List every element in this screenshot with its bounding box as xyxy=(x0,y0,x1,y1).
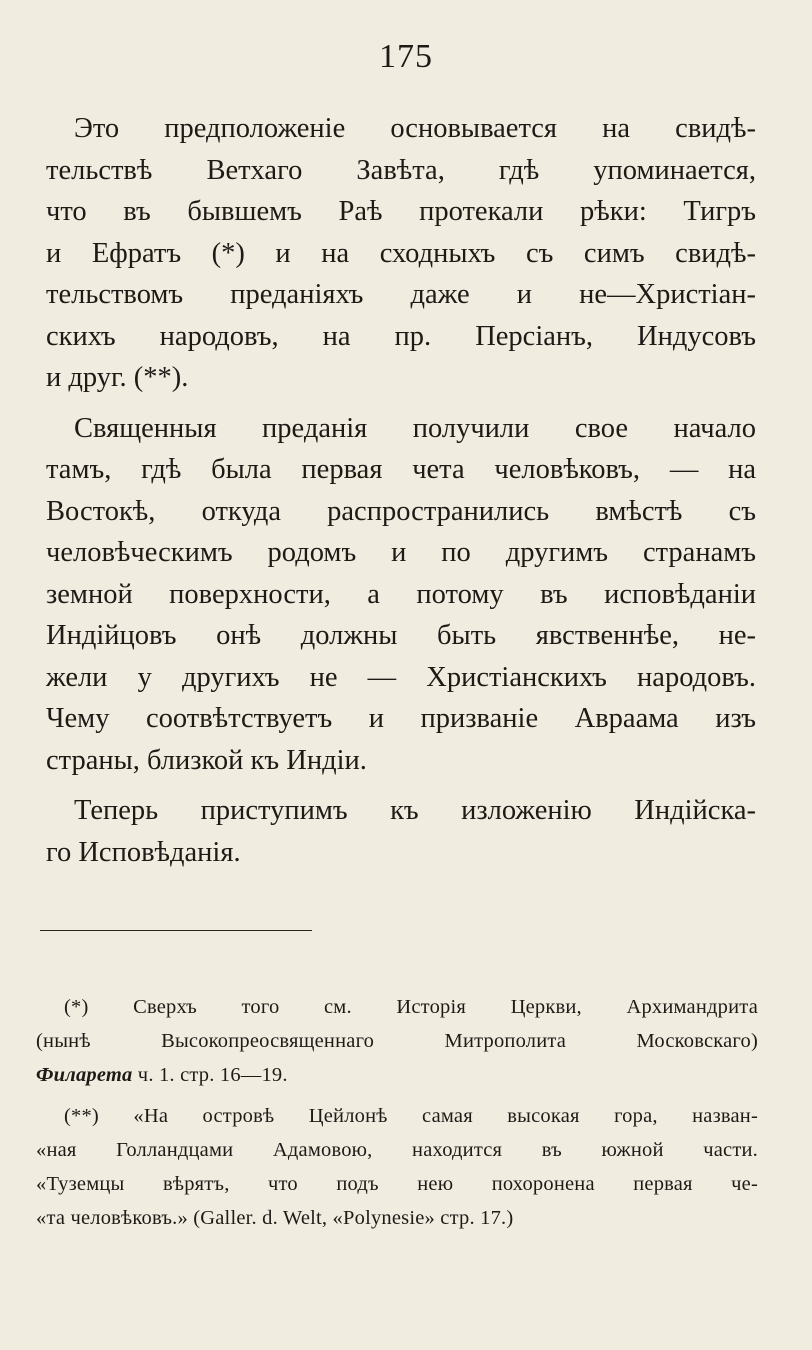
footnote-line: (нынѣ Высокопреосвященнаго Митрополита Московскаго) xyxy=(36,1030,758,1052)
footnote-line xyxy=(36,1058,758,1092)
text-line: и друг. (**). xyxy=(46,362,189,393)
footnote-1 xyxy=(36,990,758,1092)
text-line: Востокѣ, откуда распространились вмѣстѣ съ xyxy=(46,495,756,527)
text-line: скихъ народовъ, на пр. Персіанъ, Индусовъ xyxy=(46,320,756,352)
footnote-line: «ная Голландцами Адамовою, находится въ южной части. xyxy=(36,1139,758,1161)
footnote-2 xyxy=(36,1099,758,1235)
footnote-line: «Туземцы вѣрятъ, что подъ нею похоронена первая че- xyxy=(36,1173,758,1195)
paragraph-2 xyxy=(46,408,756,782)
footnote-reference: ч. 1. стр. 16—19. xyxy=(132,1064,288,1086)
footnotes xyxy=(36,990,758,1235)
text-line: тамъ, гдѣ была первая чета человѣковъ, — на xyxy=(46,454,756,485)
text-line: земной поверхности, а потому въ исповѣданіи xyxy=(46,578,756,610)
text-line: тельствѣ Ветхаго Завѣта, гдѣ упоминается, xyxy=(46,154,756,186)
text-line: Индійцовъ онѣ должны быть явственнѣе, не- xyxy=(46,620,756,651)
text-line: и Ефратъ (*) и на сходныхъ съ симъ свидѣ- xyxy=(46,237,756,269)
text-line: го Исповѣданія. xyxy=(46,836,241,868)
text-line: Священныя преданія получили свое начало xyxy=(74,412,756,444)
paragraph-3 xyxy=(46,790,756,873)
text-line: страны, близкой къ Индіи. xyxy=(46,744,367,776)
text-line: Это предположеніе основывается на свидѣ- xyxy=(74,113,756,144)
text-line: тельствомъ преданіяхъ даже и не—Христіан- xyxy=(46,279,756,310)
text-line: человѣческимъ родомъ и по другимъ странамъ xyxy=(46,537,756,568)
footnote-line: (*) Сверхъ того см. Исторія Церкви, Архимандрита xyxy=(64,996,758,1018)
footnote-separator xyxy=(40,930,312,931)
paragraph-1 xyxy=(46,108,756,399)
text-line: Теперь приступимъ къ изложенію Индійска- xyxy=(74,795,756,826)
footnote-line: «та человѣковъ.» (Galler. d. Welt, «Polynesie» стр. 17.) xyxy=(36,1207,514,1229)
main-text xyxy=(46,108,756,873)
page-number: 175 xyxy=(379,38,433,75)
text-line: Чему соотвѣтствуетъ и призваніе Авраама изъ xyxy=(46,703,756,734)
footnote-line: (**) «На островѣ Цейлонѣ самая высокая гора, назван- xyxy=(64,1105,758,1127)
author-name: Филарета xyxy=(36,1064,133,1086)
text-line: что въ бывшемъ Раѣ протекали рѣки: Тигръ xyxy=(46,196,756,227)
text-line: жели у другихъ не — Христіанскихъ народовъ. xyxy=(46,661,756,693)
